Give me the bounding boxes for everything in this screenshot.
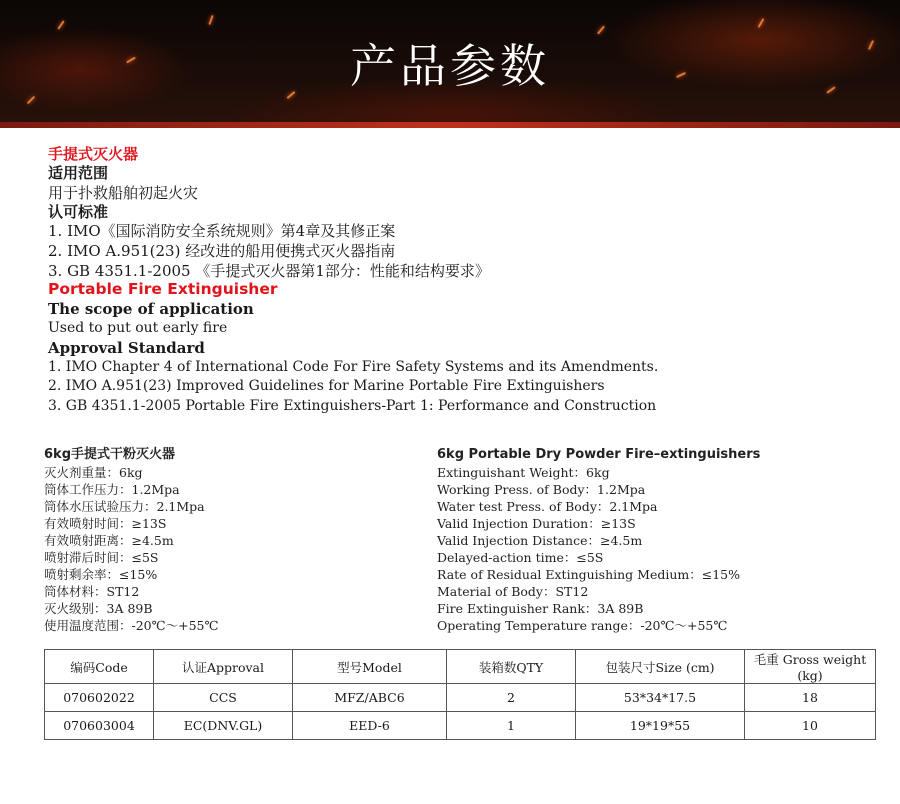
spec-line: Water test Press. of Body：2.1Mpa [437,499,658,514]
en-standard-item: 2. IMO A.951(23) Improved Guidelines for Marine Portable Fire Extinguishers [48,378,605,394]
en-scope-heading: The scope of application [48,300,254,318]
en-product-title: Portable Fire Extinguisher [48,280,278,298]
spec-line: 喷射剩余率：≤15% [44,567,158,582]
table-cell: CCS [154,684,293,712]
cn-scope-text: 用于扑救船舶初起火灾 [48,184,199,202]
spec-line: Working Press. of Body：1.2Mpa [437,482,646,497]
column-header: 编码Code [45,650,154,684]
en-scope-text: Used to put out early fire [48,320,228,336]
table-row [45,712,876,740]
table-header-row [45,650,876,684]
table-cell: 1 [447,712,576,740]
table-row [45,684,876,712]
en-standard-item: 3. GB 4351.1-2005 Portable Fire Extinguishers-Part 1: Performance and Construction [48,398,657,414]
table-cell: 070603004 [45,712,154,740]
table-cell: 19*19*55 [576,712,745,740]
spec-line: Valid Injection Distance：≥4.5m [437,533,643,548]
column-header: 型号Model [293,650,447,684]
en-spec-title: 6kg Portable Dry Powder Fire–extinguishers [437,447,761,462]
cn-standard-item: 3. GB 4351.1-2005 《手提式灭火器第1部分：性能和结构要求》 [48,262,490,280]
spec-line: Extinguishant Weight：6kg [437,465,610,480]
spec-line: 筒体水压试验压力：2.1Mpa [44,499,205,514]
column-header: 毛重 Gross weight (kg) [745,650,876,684]
spec-line: Operating Temperature range：-20℃～+55℃ [437,618,728,633]
column-header: 认证Approval [154,650,293,684]
table-cell: 2 [447,684,576,712]
table-cell: 18 [745,684,876,712]
spec-line: 有效喷射时间：≥13S [44,516,167,531]
spec-line: Valid Injection Duration：≥13S [437,516,636,531]
page-title: 产品参数 [350,39,550,93]
cn-approval-heading: 认可标准 [48,203,109,221]
spec-line: Delayed-action time：≤5S [437,550,604,565]
product-spec-table [44,649,876,740]
spec-line: 有效喷射距离：≥4.5m [44,533,174,548]
cn-product-title: 手提式灭火器 [48,145,139,163]
spec-line: 使用温度范围：-20℃～+55℃ [44,618,219,633]
spec-line: 喷射滞后时间：≤5S [44,550,159,565]
table-cell: MFZ/ABC6 [293,684,447,712]
table-cell: 53*34*17.5 [576,684,745,712]
en-standard-item: 1. IMO Chapter 4 of International Code For Fire Safety Systems and its Amendments. [48,359,659,375]
cn-standard-item: 1. IMO《国际消防安全系统规则》第4章及其修正案 [48,222,396,240]
header-banner [0,0,900,128]
table-cell: EED-6 [293,712,447,740]
cn-spec-title: 6kg手提式干粉灭火器 [44,447,175,462]
spec-line: 灭火剂重量：6kg [44,465,143,480]
spec-line: Fire Extinguisher Rank：3A 89B [437,601,644,616]
en-approval-heading: Approval Standard [48,339,205,357]
table-cell: 070602022 [45,684,154,712]
cn-standard-item: 2. IMO A.951(23) 经改进的船用便携式灭火器指南 [48,242,396,260]
cn-scope-heading: 适用范围 [48,164,109,182]
spec-line: 筒体工作压力：1.2Mpa [44,482,180,497]
spec-line: 筒体材料：ST12 [44,584,140,599]
table-cell: EC(DNV.GL) [154,712,293,740]
table-cell: 10 [745,712,876,740]
spec-line: Rate of Residual Extinguishing Medium：≤15% [437,567,741,582]
spec-line: 灭火级别：3A 89B [44,601,153,616]
spec-line: Material of Body：ST12 [437,584,589,599]
column-header: 装箱数QTY [447,650,576,684]
column-header: 包装尺寸Size (cm) [576,650,745,684]
